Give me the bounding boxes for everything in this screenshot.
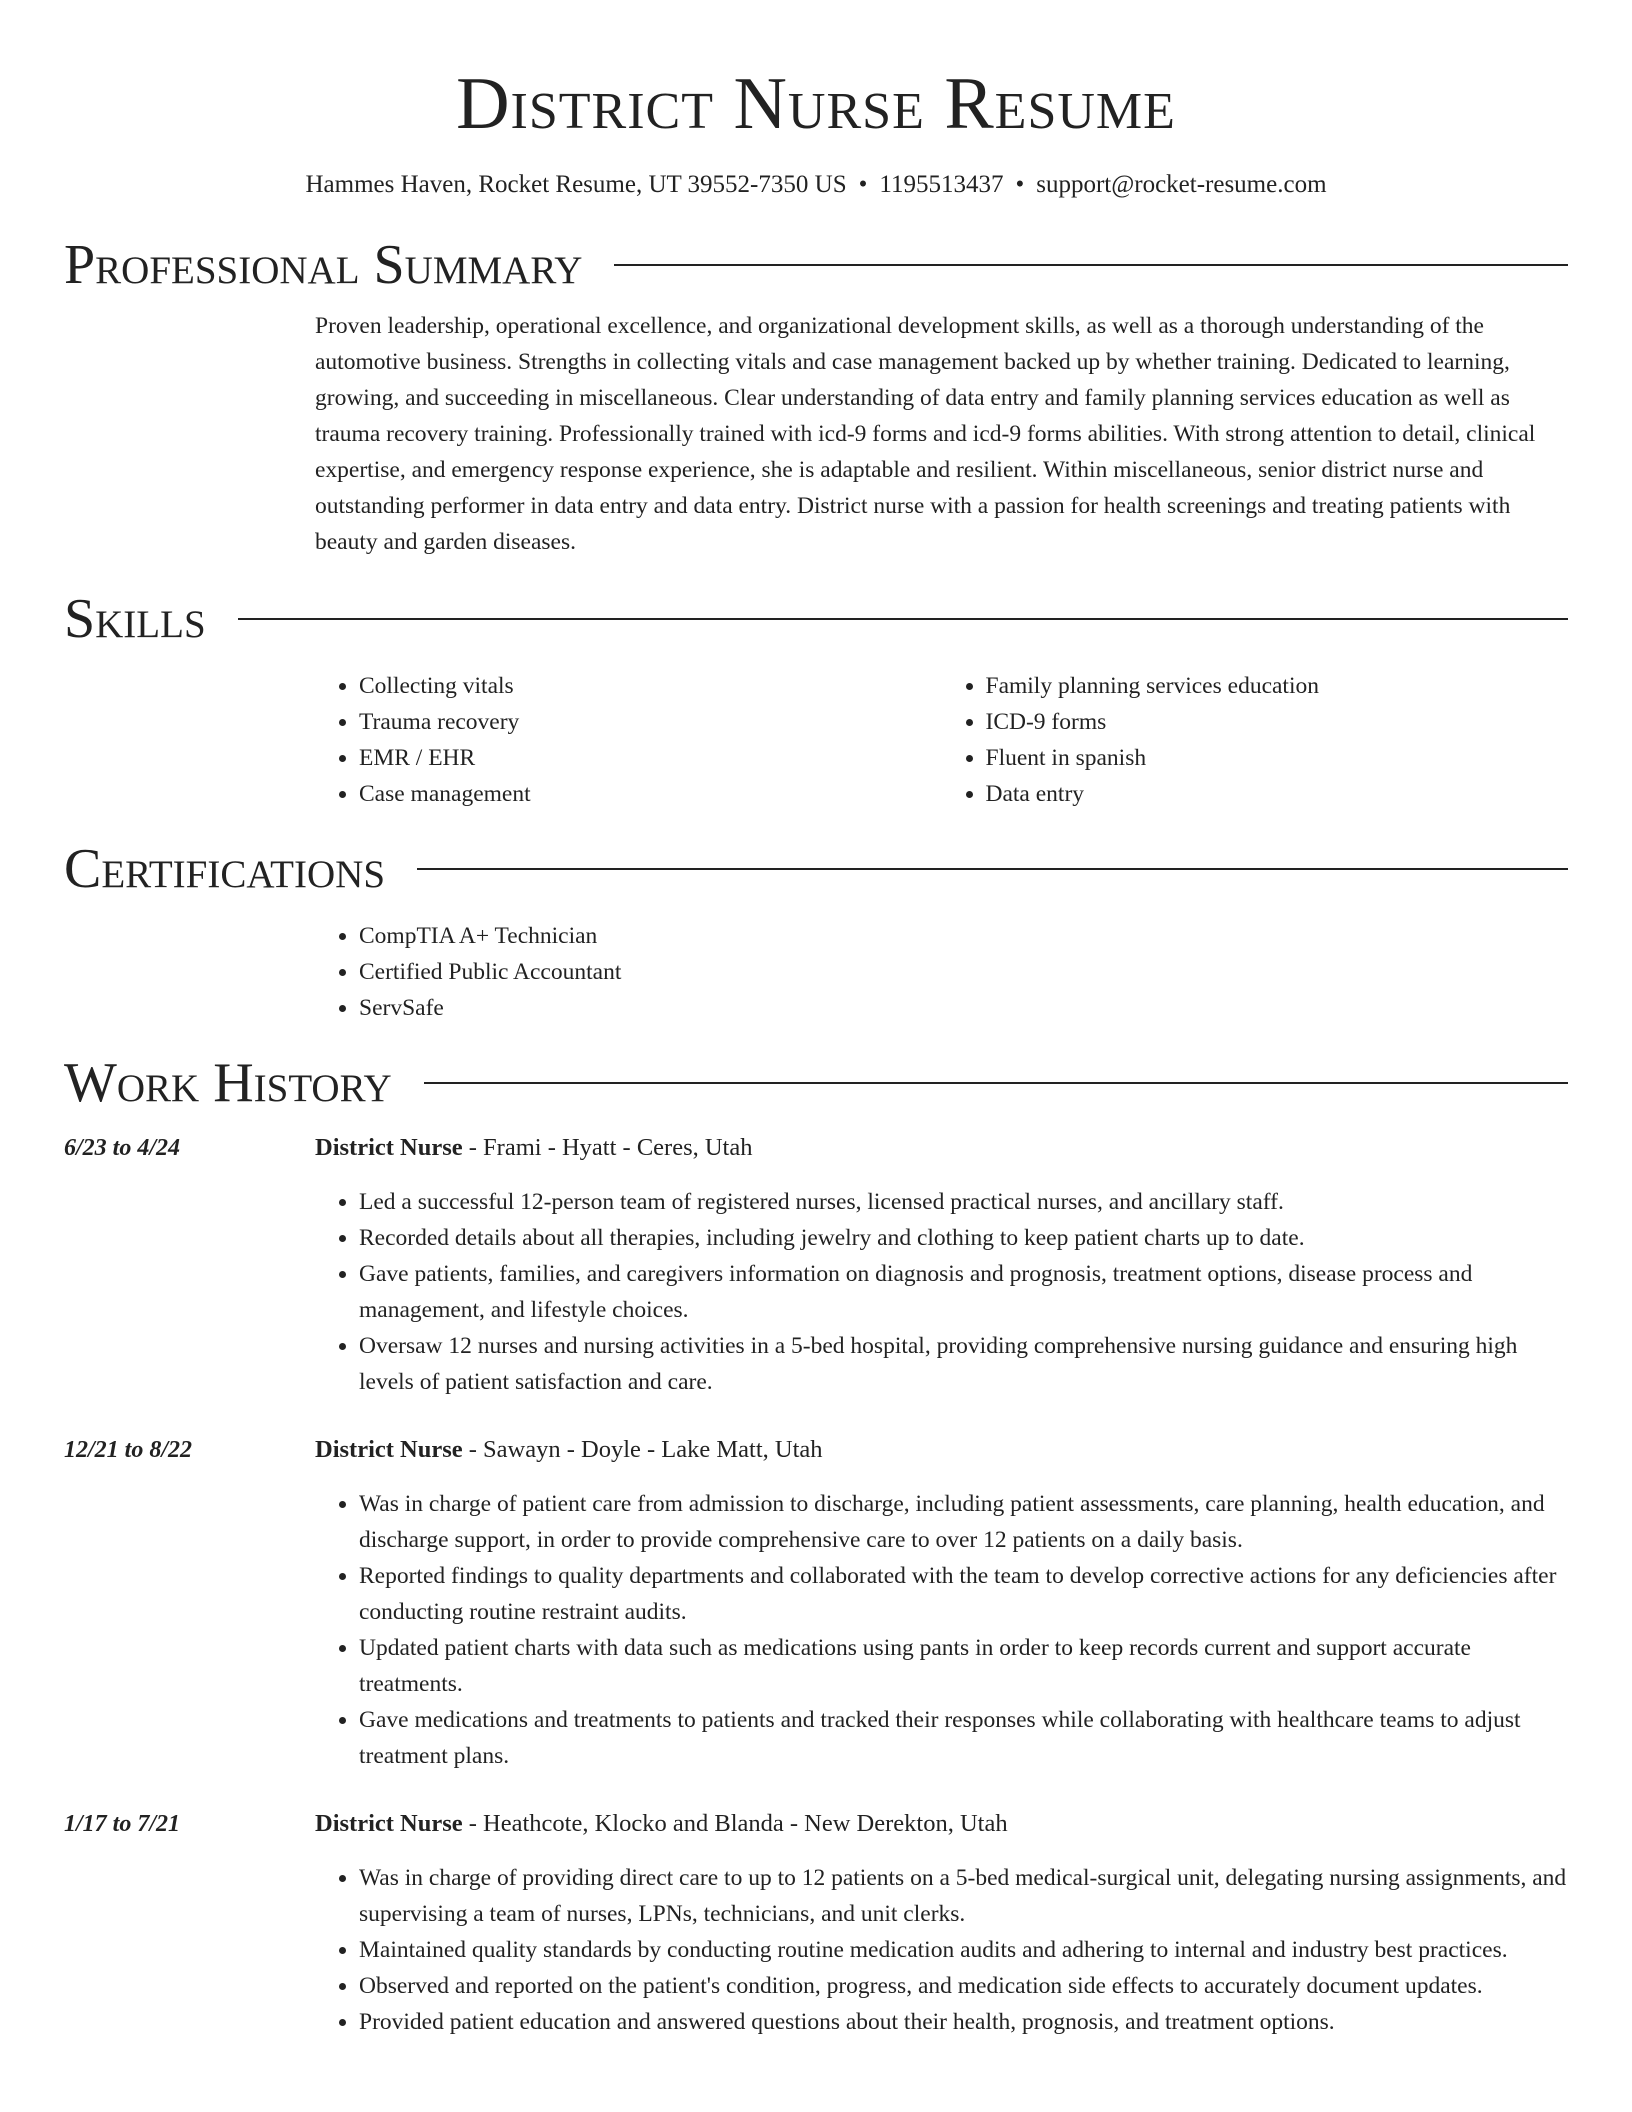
job-bullet: • Oversaw 12 nurses and nursing activities in a 5-bed hospital, providing comprehensive nursing guidance and ensuring high levels of patient satisfaction and care. xyxy=(359,1328,1568,1400)
job-bullet: • Gave patients, families, and caregivers information on diagnosis and prognosis, treatment options, disease process and management, and lifestyle choices. xyxy=(359,1256,1568,1328)
summary-section-header xyxy=(64,232,1568,298)
certification-item: • Certified Public Accountant xyxy=(359,954,1568,990)
certification-item: • CompTIA A+ Technician xyxy=(359,918,1568,954)
job-bullet: • Recorded details about all therapies, including jewelry and clothing to keep patient charts up to date. xyxy=(359,1220,1568,1256)
certifications-list xyxy=(315,918,1568,1026)
job-dates: 6/23 to 4/24 xyxy=(64,1135,181,1161)
job-bullet: • Led a successful 12-person team of registered nurses, licensed practical nurses, and ancillary staff. xyxy=(359,1184,1568,1220)
skill-item: • Fluent in spanish xyxy=(986,740,1569,776)
certifications-heading: Certifications xyxy=(64,838,386,900)
contact-line xyxy=(64,168,1568,202)
work-history-section-header xyxy=(64,1050,1568,1116)
certification-item: • ServSafe xyxy=(359,990,1568,1026)
certifications-section-header xyxy=(64,836,1568,902)
skill-item: • Case management xyxy=(359,776,942,812)
skill-item: • Data entry xyxy=(986,776,1569,812)
job-bullet: • Was in charge of patient care from admission to discharge, including patient assessments, care planning, health education, and discharge support, in order to provide comprehensive care to over 12 patients on a daily basis. xyxy=(359,1486,1568,1558)
job-bullet: • Was in charge of providing direct care to up to 12 patients on a 5-bed medical-surgical unit, delegating nursing assignments, and supervising a team of nurses, LPNs, technicians, and unit clerks. xyxy=(359,1860,1568,1932)
skills-list-left xyxy=(315,668,942,812)
job-bullets xyxy=(315,1184,1568,1400)
job-bullet: • Gave medications and treatments to patients and tracked their responses while collaborating with healthcare teams to adjust treatment plans. xyxy=(359,1702,1568,1774)
summary-heading: Professional Summary xyxy=(64,234,583,296)
work-history-heading: Work History xyxy=(64,1052,392,1114)
summary-text: Proven leadership, operational excellence, and organizational development skills, as well as a thorough understanding of the automotive business. Strengths in collecting vitals and case management backed up by whether training. Dedicated to learning, growing, and succeeding in miscellaneous. Clear understanding of data entry and family planning services education as well as trauma recovery training. Professionally trained with icd-9 forms and icd-9 forms abilities. With strong attention to detail, clinical expertise, and emergency response experience, she is adaptable and resilient. Within miscellaneous, senior district nurse and outstanding performer in data entry and data entry. District nurse with a passion for health screenings and treating patients with beauty and garden diseases. xyxy=(315,313,1536,555)
skills-section-header xyxy=(64,586,1568,652)
job-details xyxy=(315,1806,1568,2040)
section-divider xyxy=(417,868,1568,870)
contact-email: support@rocket-resume.com xyxy=(1036,171,1327,198)
job-entry xyxy=(64,1806,1568,2040)
job-bullet: • Observed and reported on the patient's condition, progress, and medication side effects to accurately document updates. xyxy=(359,1968,1568,2004)
resume-title: District Nurse Resume xyxy=(456,63,1176,145)
job-dates: 1/17 to 7/21 xyxy=(64,1811,181,1837)
skill-item: • Family planning services education xyxy=(986,668,1569,704)
job-title-line xyxy=(315,1432,1568,1468)
skill-item: • Trauma recovery xyxy=(359,704,942,740)
job-entry xyxy=(64,1130,1568,1400)
job-bullet: • Provided patient education and answered questions about their health, prognosis, and treatment options. xyxy=(359,2004,1568,2040)
job-employer: - Frami - Hyatt - Ceres, Utah xyxy=(462,1134,753,1161)
job-details xyxy=(315,1432,1568,1774)
job-title: District Nurse xyxy=(315,1810,463,1837)
contact-address: Hammes Haven, Rocket Resume, UT 39552-7350 US xyxy=(305,171,847,198)
certifications-block xyxy=(315,918,1568,1026)
skills-list-right xyxy=(942,668,1569,812)
job-title-line xyxy=(315,1130,1568,1166)
skill-item: • ICD-9 forms xyxy=(986,704,1569,740)
job-bullets xyxy=(315,1486,1568,1774)
resume-page xyxy=(64,0,1568,2040)
contact-separator: • xyxy=(1015,171,1025,198)
job-entry xyxy=(64,1432,1568,1774)
job-bullet: • Updated patient charts with data such as medications using pants in order to keep records current and support accurate treatments. xyxy=(359,1630,1568,1702)
job-details xyxy=(315,1130,1568,1400)
job-employer: - Heathcote, Klocko and Blanda - New Derekton, Utah xyxy=(462,1810,1008,1837)
job-title-line xyxy=(315,1806,1568,1842)
job-bullet: • Reported findings to quality departments and collaborated with the team to develop corrective actions for any deficiencies after conducting routine restraint audits. xyxy=(359,1558,1568,1630)
job-title: District Nurse xyxy=(315,1436,463,1463)
job-bullets xyxy=(315,1860,1568,2040)
section-divider xyxy=(238,618,1568,620)
section-divider xyxy=(424,1082,1568,1084)
skills-grid xyxy=(315,668,1568,812)
contact-phone: 1195513437 xyxy=(879,171,1004,198)
job-title: District Nurse xyxy=(315,1134,463,1161)
job-dates: 12/21 to 8/22 xyxy=(64,1437,193,1463)
skill-item: • Collecting vitals xyxy=(359,668,942,704)
section-divider xyxy=(614,264,1568,266)
job-bullet: • Maintained quality standards by conducting routine medication audits and adhering to internal and industry best practices. xyxy=(359,1932,1568,1968)
skills-heading: Skills xyxy=(64,588,206,650)
contact-separator: • xyxy=(858,171,868,198)
skill-item: • EMR / EHR xyxy=(359,740,942,776)
job-employer: - Sawayn - Doyle - Lake Matt, Utah xyxy=(462,1436,823,1463)
